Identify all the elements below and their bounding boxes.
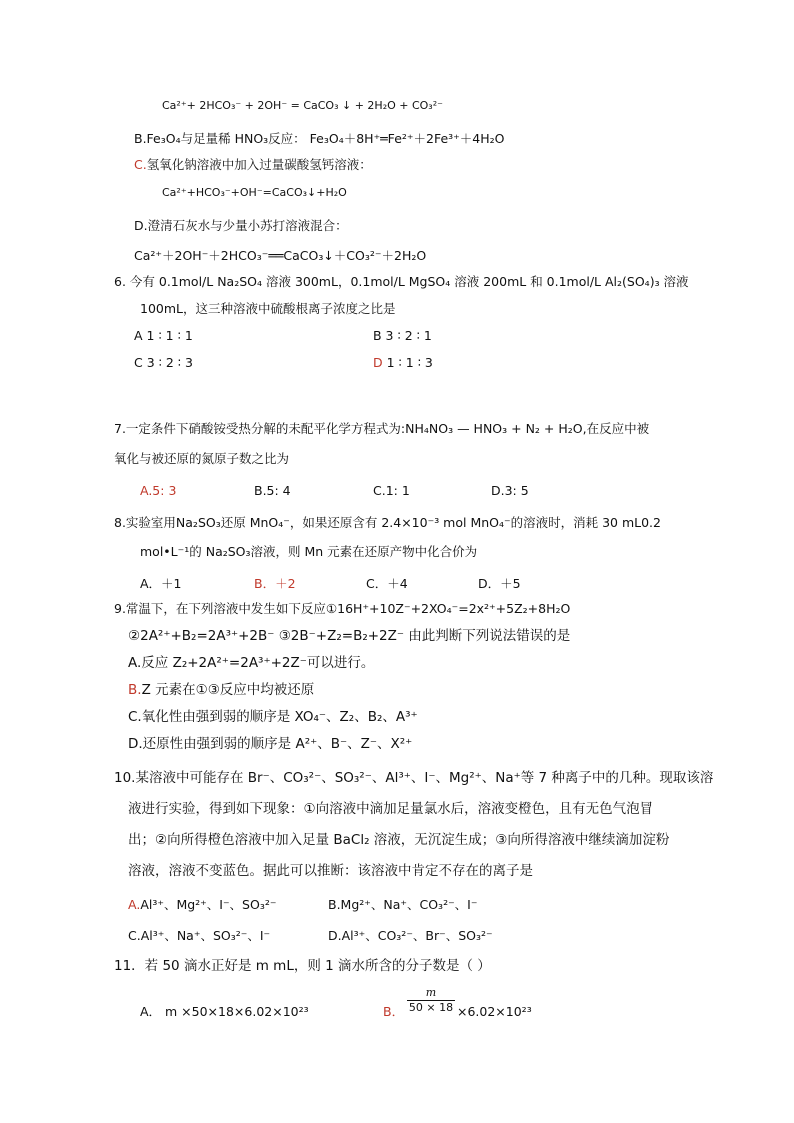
- q7-option-d: D.3: 5: [491, 483, 529, 498]
- q10-option-d: D.Al³⁺、CO₃²⁻、Br⁻、SO₃²⁻: [328, 928, 493, 943]
- fraction-denominator: 50 × 18: [408, 1001, 454, 1014]
- equation-line-d: Ca²⁺＋2OH⁻＋2HCO₃⁻══CaCO₃↓＋CO₃²⁻＋2H₂O: [134, 248, 427, 263]
- q7-option-b: B.5: 4: [254, 483, 291, 498]
- q10-stem-line3: 出；②向所得橙色溶液中加入足量 BaCl₂ 溶液，无沉淀生成；③向所得溶液中继续滴加淀粉: [128, 832, 670, 848]
- q11-option-a: A． m ×50×18×6.02×10²³: [140, 1004, 309, 1019]
- option-c-line: [134, 156, 372, 174]
- q9-option-c: C.氧化性由强到弱的顺序是 XO₄⁻、Z₂、B₂、A³⁺: [128, 709, 418, 725]
- q7-option-c: C.1: 1: [373, 483, 410, 498]
- q11-option-b-label: B．: [383, 1004, 405, 1019]
- q9-option-b: [128, 681, 314, 699]
- q6-option-b: B 3 ∶ 2 ∶ 1: [373, 328, 432, 343]
- q11-option-b-fraction: [407, 986, 455, 1014]
- q10-option-a-label: A.: [128, 897, 141, 912]
- option-b-line: B.Fe₃O₄与足量稀 HNO₃反应： Fe₃O₄＋8H⁺═Fe²⁺＋2Fe³⁺＋4H₂O: [134, 131, 505, 146]
- q11-option-b-tail: ×6.02×10²³: [457, 1004, 532, 1019]
- q6-option-a: A 1 ∶ 1 ∶ 1: [134, 328, 193, 343]
- q10-option-a-text: Al³⁺、Mg²⁺、I⁻、SO₃²⁻: [140, 897, 277, 912]
- q6-option-c: C 3 ∶ 2 ∶ 3: [134, 355, 193, 370]
- q9-option-b-text: Z 元素在①③反应中均被还原: [141, 682, 315, 698]
- q6-option-d: [373, 354, 433, 372]
- fraction-numerator: m: [425, 986, 437, 999]
- q7-stem-line1: 7.一定条件下硝酸铵受热分解的未配平化学方程式为:NH₄NO₃ — HNO₃ + N₂ + H₂O,在反应中被: [114, 421, 650, 436]
- q9-option-a: A.反应 Z₂+2A²⁺=2A³⁺+2Z⁻可以进行。: [128, 655, 375, 671]
- q6-stem-line1: 6. 今有 0.1mol/L Na₂SO₄ 溶液 300mL，0.1mol/L MgSO₄ 溶液 200mL 和 0.1mol/L Al₂(SO₄)₃ 溶液: [114, 274, 689, 289]
- q9-option-d: D.还原性由强到弱的顺序是 A²⁺、B⁻、Z⁻、X²⁺: [128, 736, 413, 752]
- q10-option-a: [128, 896, 276, 914]
- q10-stem-line2: 液进行实验，得到如下现象：①向溶液中滴加足量氯水后，溶液变橙色，且有无色气泡冒: [128, 801, 654, 817]
- q8-stem-line1: 8.实验室用Na₂SO₃还原 MnO₄⁻，如果还原含有 2.4×10⁻³ mol MnO₄⁻的溶液时，消耗 30 mL0.2: [114, 515, 661, 530]
- q8-option-b: B．＋2: [254, 576, 296, 591]
- q10-stem-line4: 溶液，溶液不变蓝色。据此可以推断：该溶液中肯定不存在的离子是: [128, 863, 533, 879]
- q10-stem-line1: 10.某溶液中可能存在 Br⁻、CO₃²⁻、SO₃²⁻、Al³⁺、I⁻、Mg²⁺、Na⁺等 7 种离子中的几种。现取该溶: [114, 770, 714, 786]
- q8-option-c: C．＋4: [366, 576, 408, 591]
- equation-line-a: Ca²⁺+ 2HCO₃⁻ + 2OH⁻ = CaCO₃ ↓ + 2H₂O + CO₃²⁻: [162, 99, 443, 112]
- q8-option-a: A．＋1: [140, 576, 182, 591]
- q10-option-b: B.Mg²⁺、Na⁺、CO₃²⁻、I⁻: [328, 897, 478, 912]
- q8-option-d: D．＋5: [478, 576, 521, 591]
- q6-option-d-text: 1 ∶ 1 ∶ 3: [382, 355, 433, 370]
- q11-stem: 11．若 50 滴水正好是 m mL，则 1 滴水所含的分子数是（ ）: [114, 958, 491, 974]
- q9-stem-line2: ②2A²⁺+B₂=2A³⁺+2B⁻ ③2B⁻+Z₂=B₂+2Z⁻ 由此判断下列说法错误的是: [128, 628, 571, 644]
- option-c-label: C.: [134, 157, 147, 172]
- option-d-line: D.澄清石灰水与少量小苏打溶液混合：: [134, 218, 348, 233]
- q9-option-b-label: B.: [128, 682, 142, 698]
- equation-line-c: Ca²⁺+HCO₃⁻+OH⁻=CaCO₃↓+H₂O: [162, 186, 347, 199]
- q6-stem-line2: 100mL，这三种溶液中硫酸根离子浓度之比是: [140, 301, 396, 316]
- q6-option-d-label: D: [373, 355, 383, 370]
- q7-option-a: A.5: 3: [140, 483, 177, 498]
- q10-option-c: C.Al³⁺、Na⁺、SO₃²⁻、I⁻: [128, 928, 271, 943]
- q8-stem-line2: mol•L⁻¹的 Na₂SO₃溶液，则 Mn 元素在还原产物中化合价为: [140, 544, 478, 559]
- q9-stem-line1: 9.常温下，在下列溶液中发生如下反应①16H⁺+10Z⁻+2XO₄⁻=2x²⁺+5Z₂+8H₂O: [114, 601, 571, 616]
- q7-stem-line2: 氧化与被还原的氮原子数之比为: [114, 451, 290, 466]
- option-c-text: 氢氧化钠溶液中加入过量碳酸氢钙溶液：: [146, 157, 372, 172]
